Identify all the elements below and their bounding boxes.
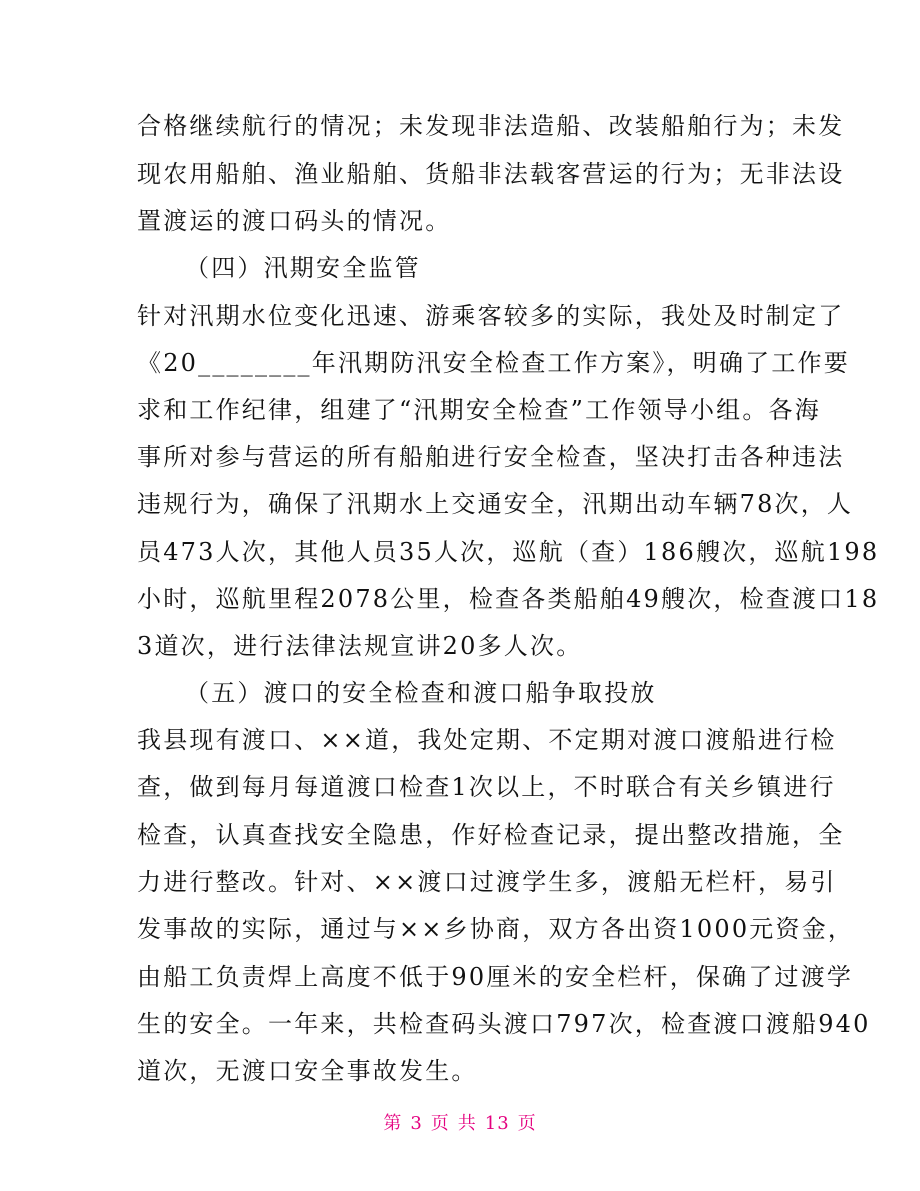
body-line: 小时，巡航里程2078公里，检查各类船舶49艘次，检查渡口18: [137, 585, 880, 613]
body-line: 置渡运的渡口码头的情况。: [137, 207, 452, 235]
body-line: 道次，无渡口安全事故发生。: [137, 1057, 478, 1085]
body-line: 我县现有渡口、××道，我处定期、不定期对渡口渡船进行检: [137, 726, 837, 754]
body-line: 生的安全。一年来，共检查码头渡口797次，检查渡口渡船940: [137, 1010, 871, 1038]
body-line: 针对汛期水位变化迅速、游乘客较多的实际，我处及时制定了: [137, 302, 845, 330]
body-line: 查，做到每月每道渡口检查1次以上，不时联合有关乡镇进行: [137, 773, 836, 801]
section-heading: （四）汛期安全监管: [185, 254, 421, 282]
footer-label-total: 共: [457, 1113, 477, 1134]
page-footer: [0, 1112, 920, 1136]
body-line: 违规行为，确保了汛期水上交通安全，汛期出动车辆78次，人: [137, 490, 854, 518]
body-line: 由船工负责焊上高度不低于90厘米的安全栏杆，保确了过渡学: [137, 963, 854, 991]
body-line: 《20________年汛期防汛安全检查工作方案》，明确了工作要: [137, 349, 850, 377]
footer-label-unit-end: 页: [517, 1113, 537, 1134]
body-line: 合格继续航行的情况；未发现非法造船、改装船舶行为；未发: [137, 112, 845, 140]
section-heading: （五）渡口的安全检查和渡口船争取投放: [185, 679, 657, 707]
footer-total-pages: 13: [484, 1113, 510, 1134]
body-line: 员473人次，其他人员35人次，巡航（查）186艘次，巡航198: [137, 538, 880, 566]
body-line: 求和工作纪律，组建了“汛期安全检查”工作领导小组。各海: [137, 396, 821, 424]
body-line: 力进行整改。针对、××渡口过渡学生多，渡船无栏杆，易引: [137, 868, 837, 896]
footer-label-page: 第: [383, 1113, 403, 1134]
footer-current-page: 3: [410, 1113, 423, 1134]
body-line: 事所对参与营运的所有船舶进行安全检查，坚决打击各种违法: [137, 443, 845, 471]
body-line: 现农用船舶、渔业船舶、货船非法载客营运的行为；无非法设: [137, 160, 845, 188]
body-line: 检查，认真查找安全隐患，作好检查记录，提出整改措施，全: [137, 821, 845, 849]
footer-label-unit: 页: [430, 1113, 450, 1134]
body-line: 发事故的实际，通过与××乡协商，双方各出资1000元资金，: [137, 915, 855, 943]
body-line: 3道次，进行法律法规宣讲20多人次。: [137, 632, 583, 660]
